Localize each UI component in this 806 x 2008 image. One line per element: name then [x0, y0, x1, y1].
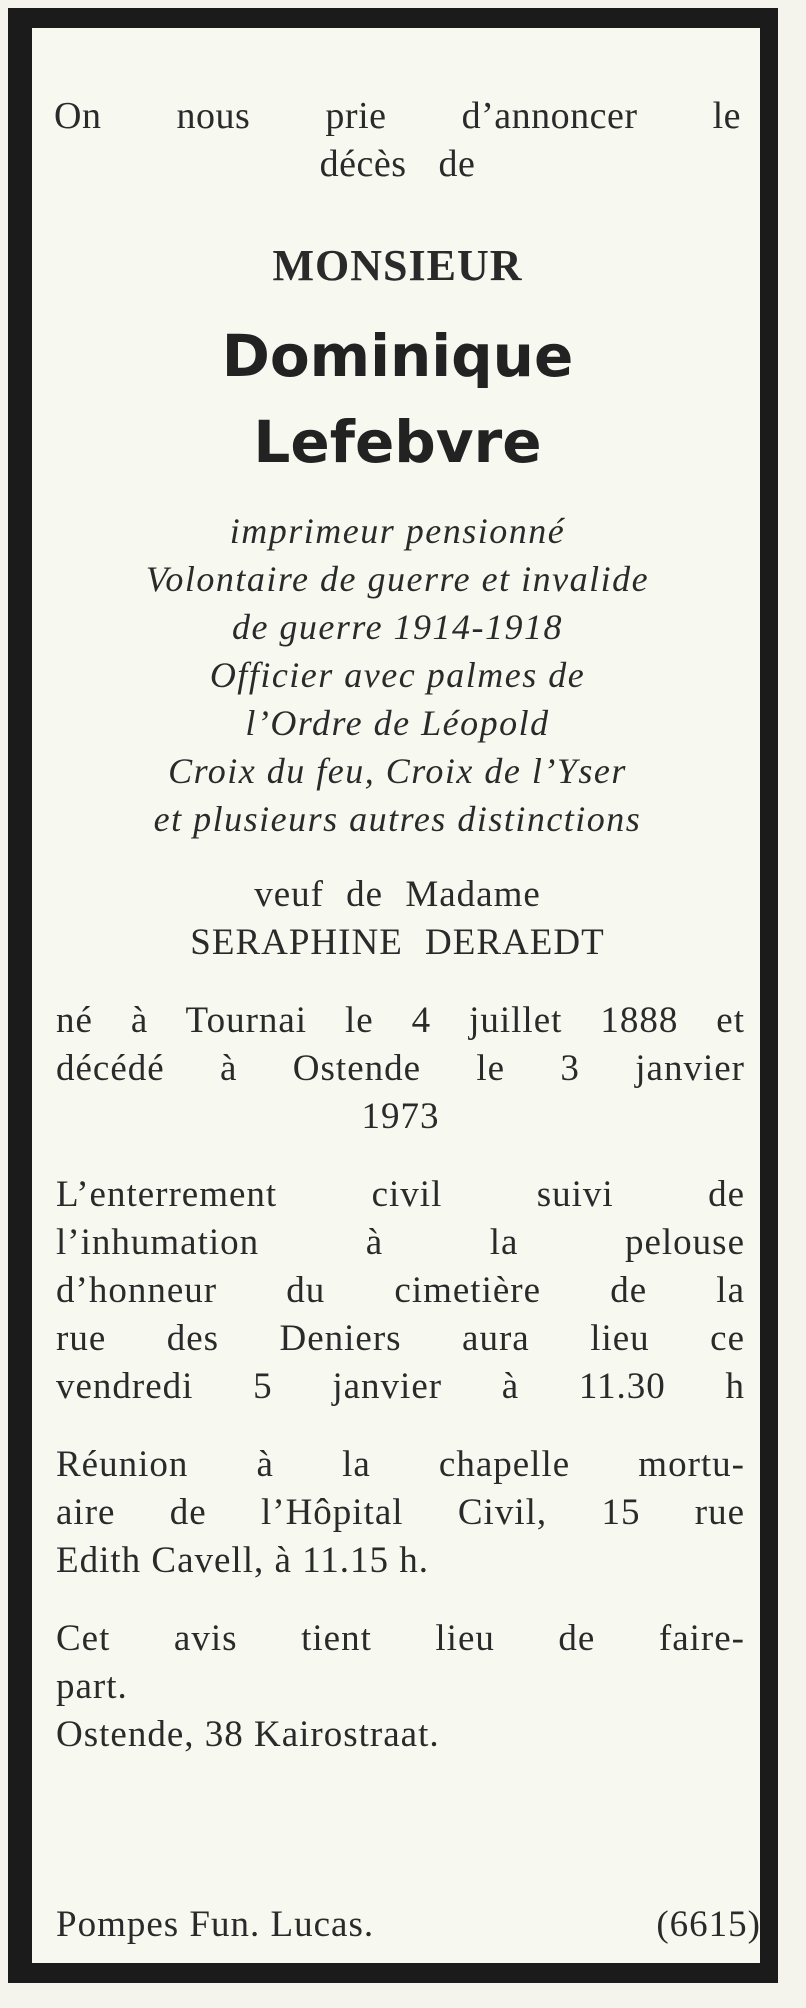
- announcement-intro: [54, 92, 741, 188]
- closing-line-1: Cet avis tient lieu de faire-: [56, 1618, 745, 1659]
- title-line: Croix du feu, Croix de l’Yser: [168, 751, 627, 791]
- death-year: 1973: [361, 1096, 440, 1137]
- widower-of: [40, 871, 755, 967]
- burial-line: d’honneur du cimetière de la: [56, 1270, 745, 1311]
- meeting-line: Réunion à la chapelle mortu-: [56, 1444, 745, 1485]
- birth-line: né à Tournai le 4 juillet 1888 et: [56, 1000, 745, 1041]
- burial-line: rue des Deniers aura lieu ce: [56, 1318, 745, 1359]
- last-name: Lefebvre: [253, 408, 542, 476]
- undertaker-name: Pompes Fun. Lucas.: [56, 1904, 375, 1945]
- birth-death-paragraph: [56, 997, 745, 1141]
- meeting-paragraph: [56, 1441, 745, 1585]
- deceased-name: [40, 313, 755, 485]
- first-name: Dominique: [221, 322, 574, 390]
- title-line: imprimeur pensionné: [229, 511, 566, 551]
- burial-paragraph: [56, 1171, 745, 1411]
- death-notice: [40, 92, 755, 1759]
- title-line: l’Ordre de Léopold: [245, 703, 550, 743]
- notice-footer: [56, 1903, 761, 1946]
- title-line: et plusieurs autres distinctions: [153, 799, 642, 839]
- widow-line-1: veuf de Madame: [254, 874, 541, 915]
- burial-line: L’enterrement civil suivi de: [56, 1174, 745, 1215]
- intro-line-2: décès de: [319, 143, 476, 185]
- closing-paragraph: [56, 1615, 745, 1759]
- spouse-name: SERAPHINE DERAEDT: [190, 922, 605, 963]
- death-line: décédé à Ostende le 3 janvier: [56, 1048, 745, 1089]
- burial-line: vendredi 5 janvier à 11.30 h: [56, 1366, 745, 1407]
- intro-line-1: On nous prie d’annoncer le: [54, 95, 741, 137]
- titles-and-distinctions: [40, 507, 755, 843]
- address-line: Ostende, 38 Kairostraat.: [56, 1714, 440, 1755]
- reference-number: (6615): [656, 1904, 761, 1945]
- meeting-line: Edith Cavell, à 11.15 h.: [56, 1540, 430, 1581]
- meeting-line: aire de l’Hôpital Civil, 15 rue: [56, 1492, 745, 1533]
- title-line: Volontaire de guerre et invalide: [145, 559, 650, 599]
- title-line: de guerre 1914-1918: [231, 607, 564, 647]
- honorific: MONSIEUR: [272, 241, 523, 290]
- burial-line: l’inhumation à la pelouse: [56, 1222, 745, 1263]
- closing-line-2: part.: [56, 1666, 128, 1707]
- title-line: Officier avec palmes de: [209, 655, 586, 695]
